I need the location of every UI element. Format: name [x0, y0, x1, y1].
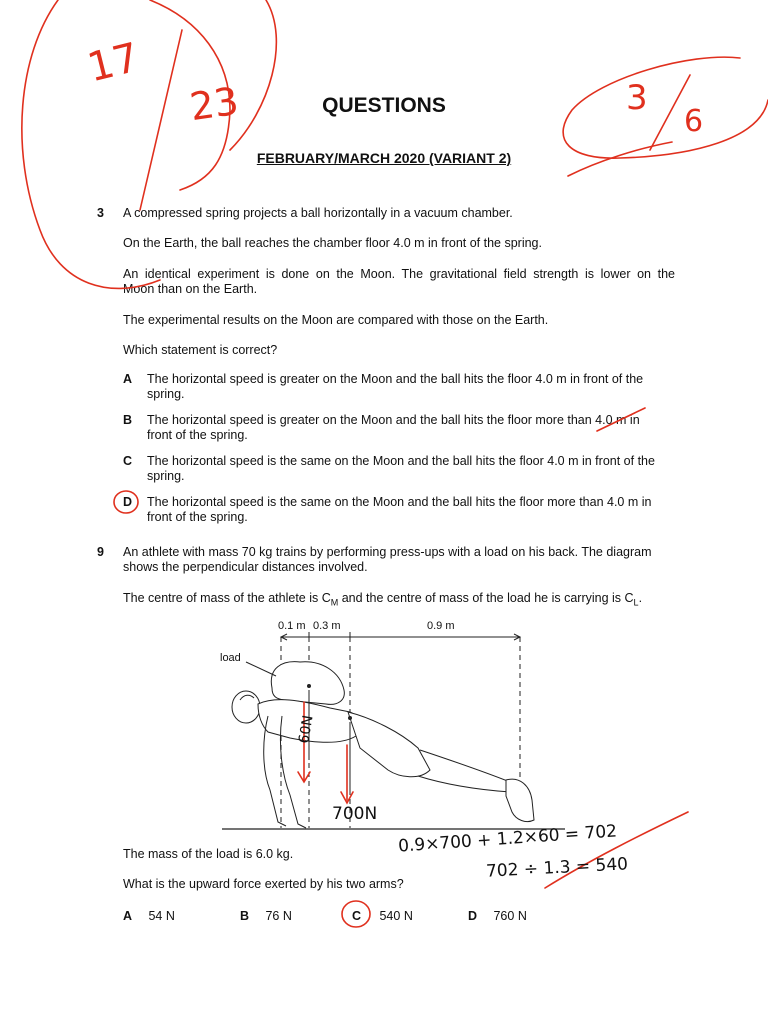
handwritten-score-numerator: 17	[83, 34, 144, 92]
option-letter: A	[123, 909, 133, 923]
page-subtitle: FEBRUARY/MARCH 2020 (VARIANT 2)	[256, 150, 512, 166]
text-line: Moon than on the Earth.	[123, 282, 258, 296]
option-letter: C	[352, 909, 362, 923]
ink-fraction-slash	[140, 30, 182, 210]
load-shape	[271, 662, 344, 705]
text-line: shows the perpendicular distances involved.	[123, 560, 368, 574]
ink-strike	[597, 408, 645, 431]
answer-option[interactable]	[468, 907, 527, 925]
answer-option[interactable]	[352, 907, 413, 925]
option-text: The horizontal speed is greater on the Moon and the ball hits the floor 4.0 m in front of the	[147, 372, 644, 386]
load-label: load	[220, 652, 241, 664]
handwritten-score-denominator: 23	[187, 78, 242, 130]
option-text: front of the spring.	[147, 428, 248, 442]
ink-stroke	[230, 0, 276, 150]
handwritten-calculation: 0.9×700 + 1.2×60 = 702	[397, 821, 618, 857]
option-text: 76 N	[265, 909, 292, 923]
ink-answer-circle	[114, 491, 138, 513]
option-text: spring.	[147, 387, 185, 401]
ink-stroke	[568, 142, 672, 176]
distance-label: 0.1 m	[278, 620, 306, 632]
handwritten-page-denominator: 6	[684, 104, 704, 139]
handwritten-force-700: 700N	[332, 804, 378, 824]
ink-circle	[22, 0, 160, 288]
option-text: front of the spring.	[147, 510, 248, 524]
question-text: The mass of the load is 6.0 kg.	[123, 847, 294, 861]
text-run: The centre of mass of the athlete is C	[123, 591, 331, 605]
athlete-shorts	[348, 712, 430, 777]
handwritten-page-numerator: 3	[626, 78, 648, 118]
text-line: An athlete with mass 70 kg trains by performing press-ups with a load on his back. The diagram	[123, 545, 652, 559]
option-text: 760 N	[493, 909, 527, 923]
option-text: 54 N	[148, 909, 175, 923]
text-line: An identical experiment is done on the Moon. The gravitational field strength is lower on the	[123, 267, 675, 281]
cm-point	[349, 717, 352, 720]
question-text: What is the upward force exerted by his two arms?	[123, 877, 404, 891]
athlete-leg	[420, 750, 510, 782]
subscript: L	[633, 597, 639, 608]
page-title: QUESTIONS	[322, 94, 446, 117]
answer-option[interactable]	[123, 907, 175, 925]
athlete-shoe	[506, 779, 534, 821]
option-text: 540 N	[379, 909, 413, 923]
text-run: and the centre of mass of the load he is carrying is C	[338, 591, 634, 605]
subscript: M	[330, 597, 339, 608]
handwritten-force-60: 60N	[296, 714, 317, 745]
option-letter: D	[468, 909, 478, 923]
handwriting-layer	[22, 0, 768, 927]
load-leader	[246, 662, 276, 676]
option-text: The horizontal speed is the same on the Moon and the ball hits the floor more than 4.0 m in	[147, 495, 652, 509]
option-text: spring.	[147, 469, 185, 483]
text-run: .	[638, 591, 643, 605]
option-letter: B	[240, 909, 250, 923]
option-letter: B	[123, 413, 133, 427]
option-letter: A	[123, 372, 133, 386]
option-text: The horizontal speed is greater on the Moon and the ball hits the floor more than 4.0 m in	[147, 413, 640, 427]
question-text: On the Earth, the ball reaches the chamber floor 4.0 m in front of the spring.	[123, 236, 542, 250]
distance-label: 0.9 m	[427, 620, 455, 632]
option-text: The horizontal speed is the same on the Moon and the ball hits the floor 4.0 m in front of the	[147, 454, 655, 468]
athlete-leg	[418, 776, 510, 792]
handwritten-calculation: 702 ÷ 1.3 = 540	[485, 854, 629, 882]
distance-label: 0.3 m	[313, 620, 341, 632]
option-letter: C	[123, 454, 133, 468]
question-text: Which statement is correct?	[123, 343, 278, 357]
question-text: The experimental results on the Moon are compared with those on the Earth.	[123, 313, 549, 327]
answer-option[interactable]	[240, 907, 292, 925]
question-text: A compressed spring projects a ball horizontally in a vacuum chamber.	[123, 206, 513, 220]
question-number: 9	[97, 545, 104, 559]
option-letter: D	[123, 495, 133, 509]
question-number: 3	[97, 206, 104, 220]
cl-point	[308, 685, 311, 688]
